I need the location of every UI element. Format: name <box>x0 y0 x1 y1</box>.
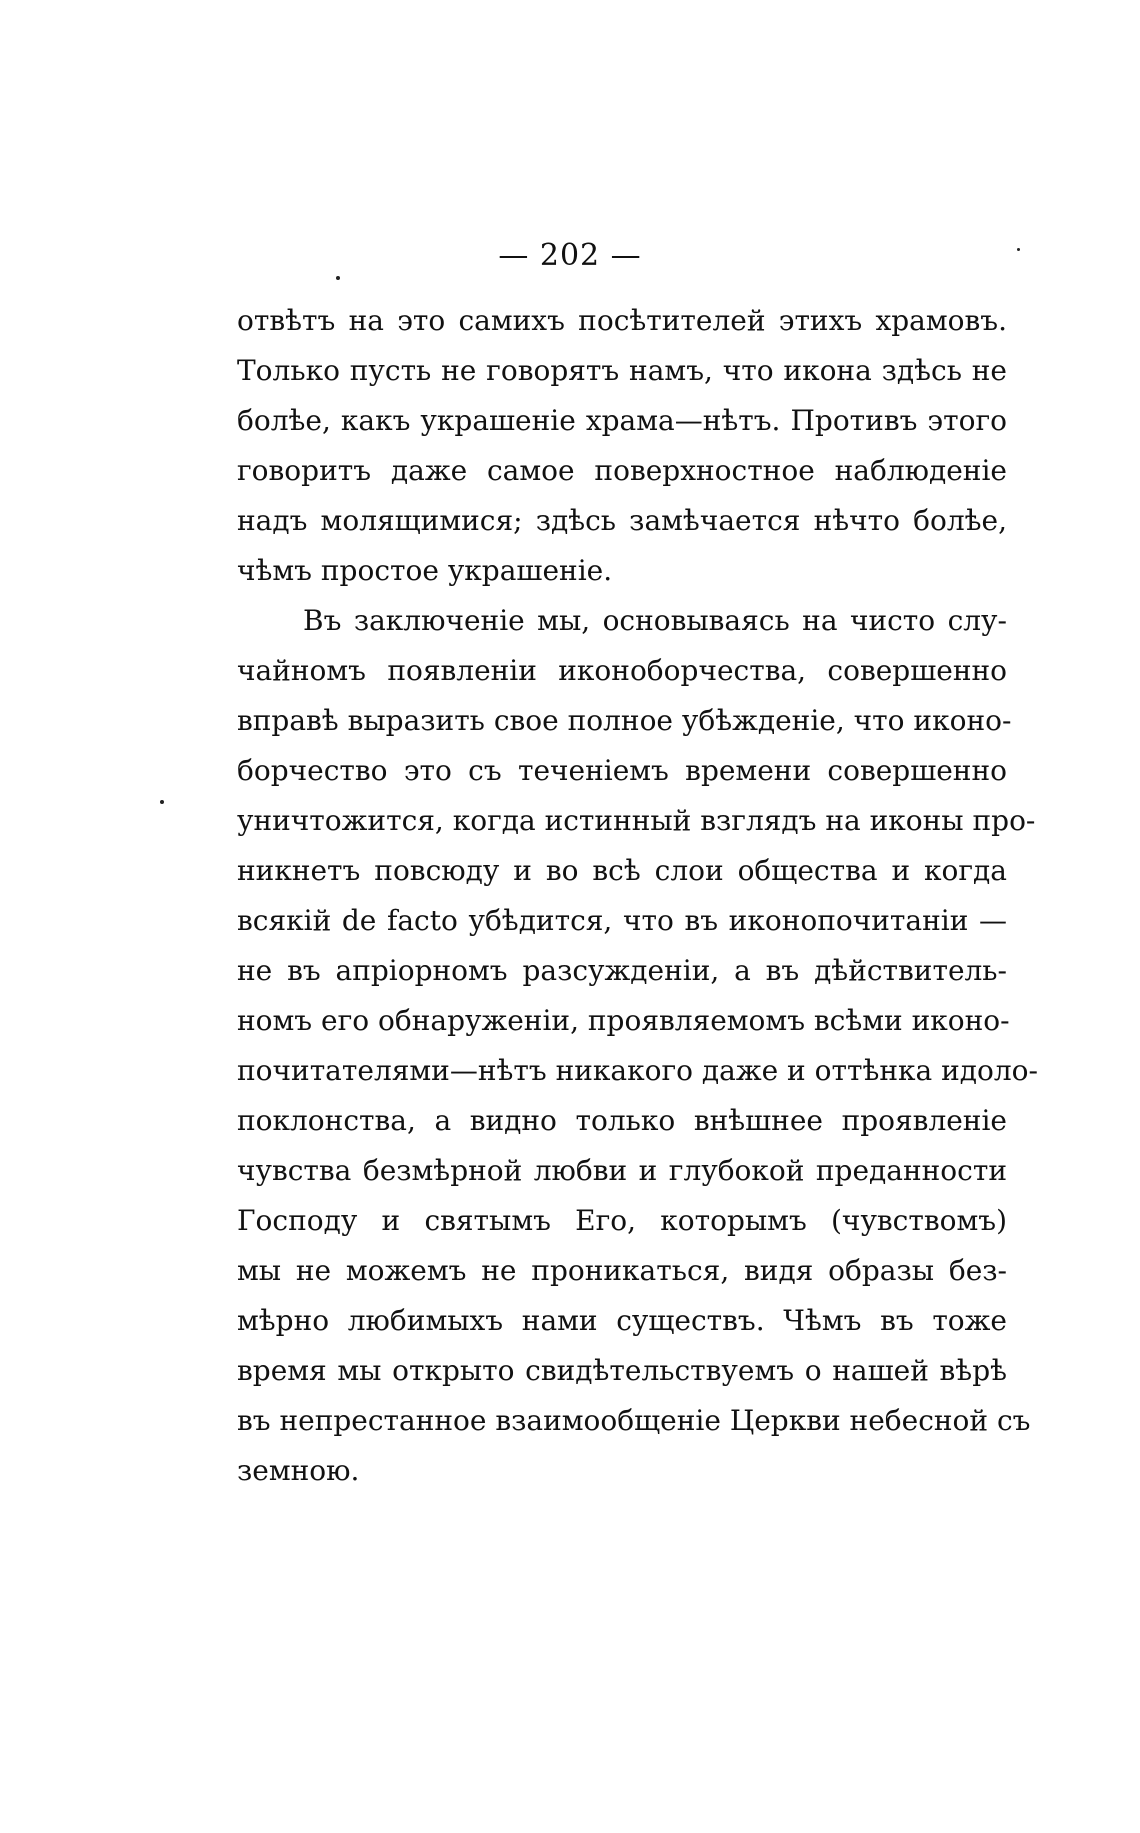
paragraph-2 <box>237 596 1038 1496</box>
text-line: земною. <box>237 1454 360 1487</box>
text-line: въ непрестанное взаимообщеніе Церкви небесной съ <box>237 1404 1031 1437</box>
paragraph-1 <box>237 296 1007 596</box>
scan-speck <box>336 276 340 280</box>
text-line: время мы открыто свидѣтельствуемъ о нашей вѣрѣ <box>237 1354 1007 1387</box>
scan-speck <box>160 800 164 804</box>
text-line: болѣе, какъ украшеніе храма—нѣтъ. Противъ этого <box>237 404 1007 437</box>
text-line: Въ заключеніе мы, основываясь на чисто слу- <box>303 604 1007 637</box>
text-line: говоритъ даже самое поверхностное наблюденіе <box>237 454 1007 487</box>
text-line: чувства безмѣрной любви и глубокой преданности <box>237 1154 1007 1187</box>
text-line: поклонства, а видно только внѣшнее проявленіе <box>237 1104 1007 1137</box>
text-line: не въ апріорномъ разсужденіи, а въ дѣйствитель- <box>237 954 1007 987</box>
text-line: чайномъ появленіи иконоборчества, совершенно <box>237 654 1007 687</box>
text-line: Господу и святымъ Его, которымъ (чувствомъ) <box>237 1204 1007 1237</box>
page-number: — 202 — <box>498 238 642 273</box>
text-line: никнетъ повсюду и во всѣ слои общества и когда <box>237 854 1007 887</box>
text-line: почитателями—нѣтъ никакого даже и оттѣнка идоло- <box>237 1054 1038 1087</box>
text-line: Только пусть не говорятъ намъ, что икона здѣсь не <box>237 354 1007 387</box>
text-line: вправѣ выразить свое полное убѣжденіе, что иконо- <box>237 704 1012 737</box>
scan-speck <box>1017 248 1020 251</box>
text-line: уничтожится, когда истинный взглядъ на иконы про- <box>237 804 1036 837</box>
text-line: всякій de facto убѣдится, что въ иконопочитаніи — <box>237 904 1007 937</box>
text-line: мѣрно любимыхъ нами существъ. Чѣмъ въ тоже <box>237 1304 1007 1337</box>
text-line: номъ его обнаруженіи, проявляемомъ всѣми иконо- <box>237 1004 1010 1037</box>
text-line: отвѣтъ на это самихъ посѣтителей этихъ храмовъ. <box>237 304 1007 337</box>
text-line: надъ молящимися; здѣсь замѣчается нѣчто болѣе, <box>237 504 1007 537</box>
text-line: борчество это съ теченіемъ времени совершенно <box>237 754 1007 787</box>
text-line: мы не можемъ не проникаться, видя образы без- <box>237 1254 1007 1287</box>
text-line: чѣмъ простое украшеніе. <box>237 554 613 587</box>
